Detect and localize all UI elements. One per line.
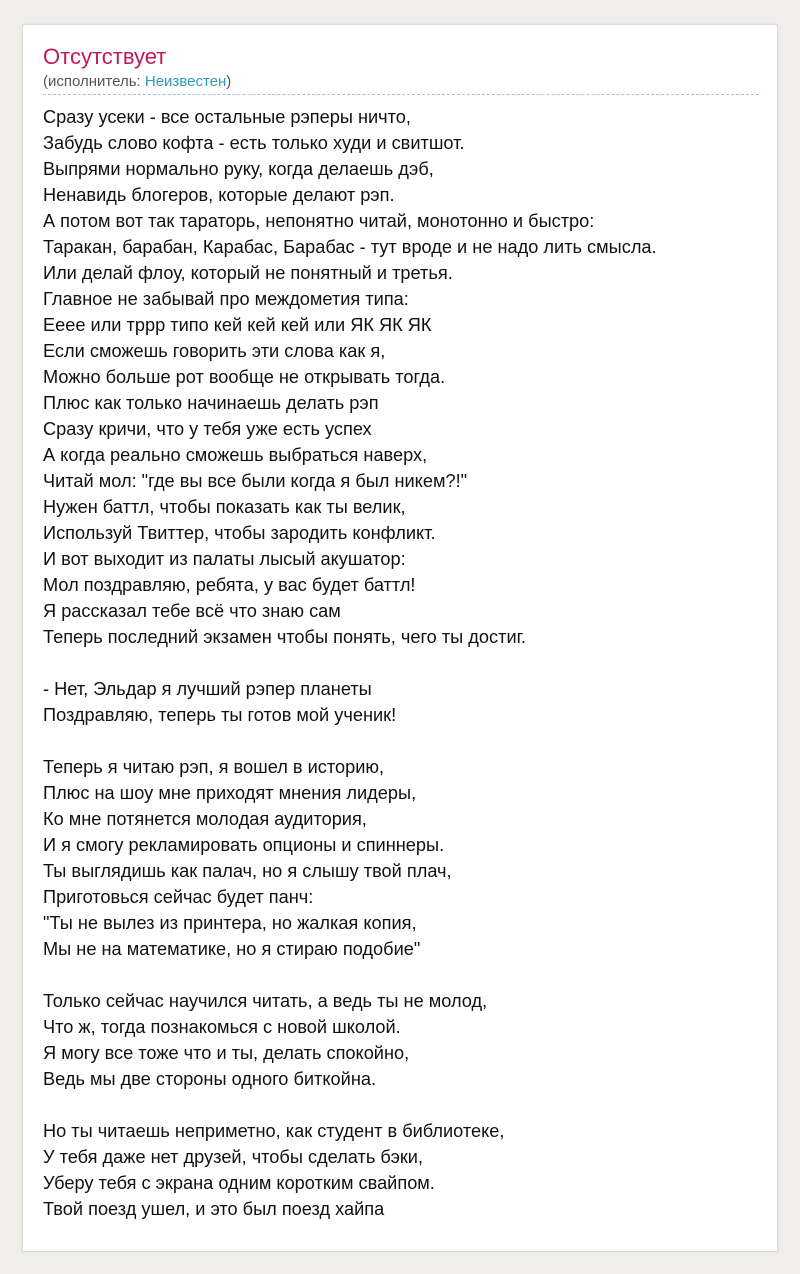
- lyric-line: Мол поздравляю, ребята, у вас будет баттл!: [43, 575, 416, 595]
- lyrics-card: [22, 24, 778, 1252]
- stanza: [43, 104, 763, 650]
- lyric-line: Нужен баттл, чтобы показать как ты велик,: [43, 497, 406, 517]
- lyric-line: И вот выходит из палаты лысый акушатор:: [43, 549, 406, 569]
- lyric-line: Что ж, тогда познакомься с новой школой.: [43, 1017, 401, 1037]
- stanza: [43, 676, 763, 728]
- stanza: [43, 754, 763, 962]
- lyric-line: Таракан, барабан, Карабас, Барабас - тут вроде и не надо лить смысла.: [43, 237, 657, 257]
- lyric-line: Сразу усеки - все остальные рэперы ничто,: [43, 107, 411, 127]
- lyric-line: Плюс как только начинаешь делать рэп: [43, 393, 379, 413]
- lyric-line: Уберу тебя с экрана одним коротким свайпом.: [43, 1173, 435, 1193]
- lyrics-text: [43, 104, 763, 1222]
- lyric-line: Теперь последний экзамен чтобы понять, чего ты достиг.: [43, 627, 527, 647]
- lyric-line: Ты выглядишь как палач, но я слышу твой плач,: [43, 861, 452, 881]
- title-divider: [43, 94, 759, 95]
- stanza-gap: [43, 728, 763, 754]
- performer-line: [43, 73, 231, 91]
- lyric-line: Я рассказал тебе всё что знаю сам: [43, 601, 341, 621]
- lyric-line: Ведь мы две стороны одного биткойна.: [43, 1069, 377, 1089]
- lyric-line: Если сможешь говорить эти слова как я,: [43, 341, 386, 361]
- lyric-line: Забудь слово кофта - есть только худи и свитшот.: [43, 133, 465, 153]
- performer-suffix: ): [226, 73, 232, 90]
- lyric-line: Можно больше рот вообще не открывать тогда.: [43, 367, 446, 387]
- stanza: [43, 988, 763, 1092]
- lyric-line: Плюс на шоу мне приходят мнения лидеры,: [43, 783, 417, 803]
- lyric-line: И я смогу рекламировать опционы и спиннеры.: [43, 835, 445, 855]
- lyric-line: Главное не забывай про междометия типа:: [43, 289, 409, 309]
- lyric-line: У тебя даже нет друзей, чтобы сделать бэки,: [43, 1147, 424, 1167]
- performer-link[interactable]: Неизвестен: [144, 73, 227, 90]
- lyric-line: Ненавидь блогеров, которые делают рэп.: [43, 185, 395, 205]
- stanza: [43, 1118, 763, 1222]
- stanza-gap: [43, 962, 763, 988]
- lyric-line: Только сейчас научился читать, а ведь ты не молод,: [43, 991, 488, 1011]
- lyric-line: Но ты читаешь неприметно, как студент в библиотеке,: [43, 1121, 505, 1141]
- lyric-line: Поздравляю, теперь ты готов мой ученик!: [43, 705, 397, 725]
- lyric-line: Или делай флоу, который не понятный и третья.: [43, 263, 453, 283]
- lyric-line: Твой поезд ушел, и это был поезд хайпа: [43, 1199, 385, 1219]
- song-title: Отсутствует: [43, 44, 167, 69]
- lyric-line: - Нет, Эльдар я лучший рэпер планеты: [43, 679, 372, 699]
- lyric-line: А когда реально сможешь выбраться наверх,: [43, 445, 428, 465]
- lyric-line: Сразу кричи, что у тебя уже есть успех: [43, 419, 372, 439]
- stanza-gap: [43, 1092, 763, 1118]
- lyric-line: Мы не на математике, но я стираю подобие": [43, 939, 421, 959]
- lyric-line: Ееее или тррр типо кей кей кей или ЯК ЯК ЯК: [43, 315, 432, 335]
- lyric-line: "Ты не вылез из принтера, но жалкая копия,: [43, 913, 417, 933]
- lyric-line: Читай мол: "где вы все были когда я был никем?!": [43, 471, 468, 491]
- lyric-line: Я могу все тоже что и ты, делать спокойно,: [43, 1043, 410, 1063]
- lyric-line: Теперь я читаю рэп, я вошел в историю,: [43, 757, 385, 777]
- lyric-line: Выпрями нормально руку, когда делаешь дэб,: [43, 159, 434, 179]
- stanza-gap: [43, 650, 763, 676]
- lyric-line: Ко мне потянется молодая аудитория,: [43, 809, 367, 829]
- lyric-line: А потом вот так тараторь, непонятно читай, монотонно и быстро:: [43, 211, 595, 231]
- lyric-line: Используй Твиттер, чтобы зародить конфликт.: [43, 523, 436, 543]
- lyric-line: Приготовься сейчас будет панч:: [43, 887, 314, 907]
- performer-prefix: (исполнитель:: [43, 73, 145, 90]
